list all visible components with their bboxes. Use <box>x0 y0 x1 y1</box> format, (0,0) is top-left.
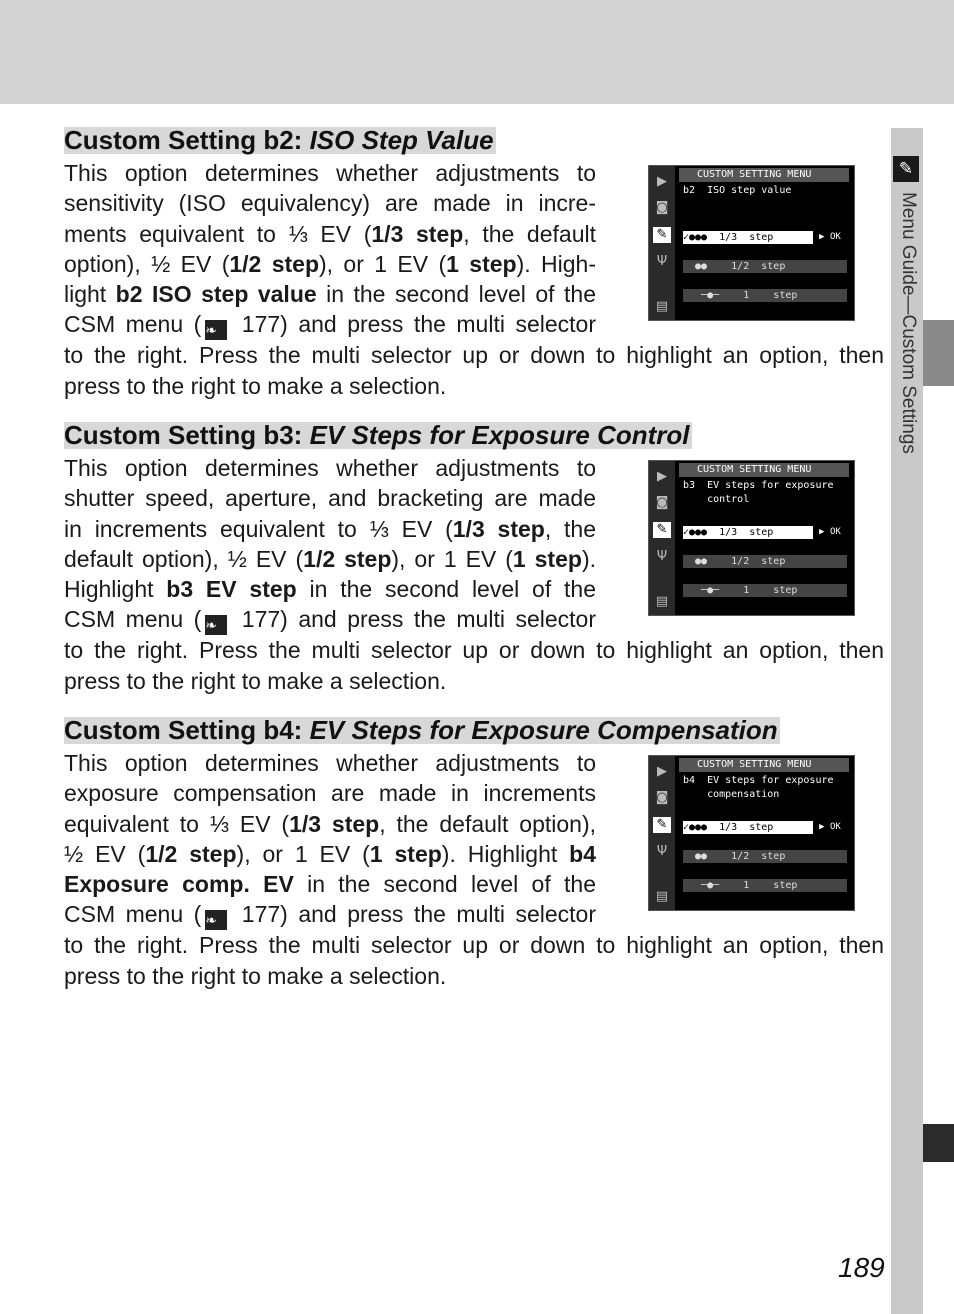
sidebar-label: Menu Guide—Custom Settings <box>898 192 919 454</box>
section-heading: Custom Setting b3: EV Steps for Exposure Control <box>64 420 690 450</box>
playback-icon: ▶ <box>657 469 667 484</box>
pencil-icon: ✎ <box>653 522 671 538</box>
camera-icon: ◙ <box>655 790 669 805</box>
section-tab-marker <box>923 320 954 386</box>
option-half-step: ●● 1∕2 step <box>683 850 847 863</box>
body-paragraph-continued: to the right. Press the multi selector up or down to highlight an option, then press to the right to make a selection. <box>64 932 884 989</box>
recent-icon: ▤ <box>655 594 669 609</box>
body-paragraph: This option determines whether adjustments to exposure compensation are made in increments equivalent to ⅓ EV (1/3 step, the default option), ½ EV (1/2 step), or 1 EV (1 step). Highlight b4 Exposure comp. EV in the second level of the CSM menu ( ❧ 177) and press the multi selector <box>64 750 597 929</box>
camera-icon: ◙ <box>655 495 669 510</box>
top-band <box>0 0 954 104</box>
book-reference-icon: ❧ <box>205 910 227 930</box>
wrench-icon: Ψ <box>656 254 668 269</box>
screen-subtitle: b4 EV steps for exposure compensation <box>683 775 834 800</box>
option-third-step: ✓●●● 1∕3 step ▶ OK <box>683 526 847 539</box>
book-reference-icon: ❧ <box>205 615 227 635</box>
body-paragraph: This option determines whether adjustments to shutter speed, aperture, and bracketing are made in increments equivalent to ⅓ EV (1/3 step, the default option), ½ EV (1/2 step), or 1 EV (1 step). Highlight b3 EV step in the second level of the CSM menu ( ❧ 177) and press the multi selector <box>64 455 597 634</box>
book-reference-icon: ❧ <box>205 320 227 340</box>
recent-icon: ▤ <box>655 299 669 314</box>
menu-tab-column <box>649 166 675 320</box>
menu-tab-column <box>649 461 675 615</box>
screen-subtitle: b2 ISO step value <box>683 185 792 196</box>
camera-menu-screen-b2 <box>648 165 855 321</box>
option-full-step: ─●─ 1 step <box>683 584 847 597</box>
camera-icon: ◙ <box>655 200 669 215</box>
option-third-step: ✓●●● 1∕3 step ▶ OK <box>683 821 847 834</box>
pencil-icon: ✎ <box>653 227 671 243</box>
camera-menu-screen-b3 <box>648 460 855 616</box>
menu-tab-column <box>649 756 675 910</box>
option-half-step: ●● 1∕2 step <box>683 555 847 568</box>
camera-menu-screen-b4 <box>648 755 855 911</box>
playback-icon: ▶ <box>657 174 667 189</box>
recent-icon: ▤ <box>655 889 669 904</box>
ok-indicator: ▶ OK <box>813 821 847 834</box>
playback-icon: ▶ <box>657 764 667 779</box>
screen-header: CUSTOM SETTING MENU <box>679 463 849 477</box>
screen-header: CUSTOM SETTING MENU <box>679 758 849 772</box>
pencil-icon: ✎ <box>653 817 671 833</box>
index-tab-marker <box>923 1124 954 1162</box>
option-full-step: ─●─ 1 step <box>683 879 847 892</box>
pencil-icon: ✎ <box>893 156 919 182</box>
section-heading: Custom Setting b4: EV Steps for Exposure Compensation <box>64 715 778 745</box>
screen-subtitle: b3 EV steps for exposure control <box>683 480 834 505</box>
body-paragraph: This option determines whether adjustments to sensitivity (ISO equivalency) are made in incre- ments equivalent to ⅓ EV (1/3 step, the default option), ½ EV (1/2 step), or 1 EV (1 step). High- light b2 ISO step value in the second level of the CSM menu ( ❧ 177) and press the multi selector <box>64 160 596 339</box>
option-full-step: ─●─ 1 step <box>683 289 847 302</box>
page-number: 189 <box>838 1252 885 1283</box>
section-heading: Custom Setting b2: ISO Step Value <box>64 125 494 155</box>
wrench-icon: Ψ <box>656 549 668 564</box>
body-paragraph-continued: to the right. Press the multi selector up or down to highlight an option, then press to the right to make a selection. <box>64 342 884 399</box>
wrench-icon: Ψ <box>656 844 668 859</box>
ok-indicator: ▶ OK <box>813 526 847 539</box>
screen-header: CUSTOM SETTING MENU <box>679 168 849 182</box>
ok-indicator: ▶ OK <box>813 231 847 244</box>
option-half-step: ●● 1∕2 step <box>683 260 847 273</box>
option-third-step: ✓●●● 1∕3 step ▶ OK <box>683 231 847 244</box>
body-paragraph-continued: to the right. Press the multi selector up or down to highlight an option, then press to the right to make a selection. <box>64 637 884 694</box>
